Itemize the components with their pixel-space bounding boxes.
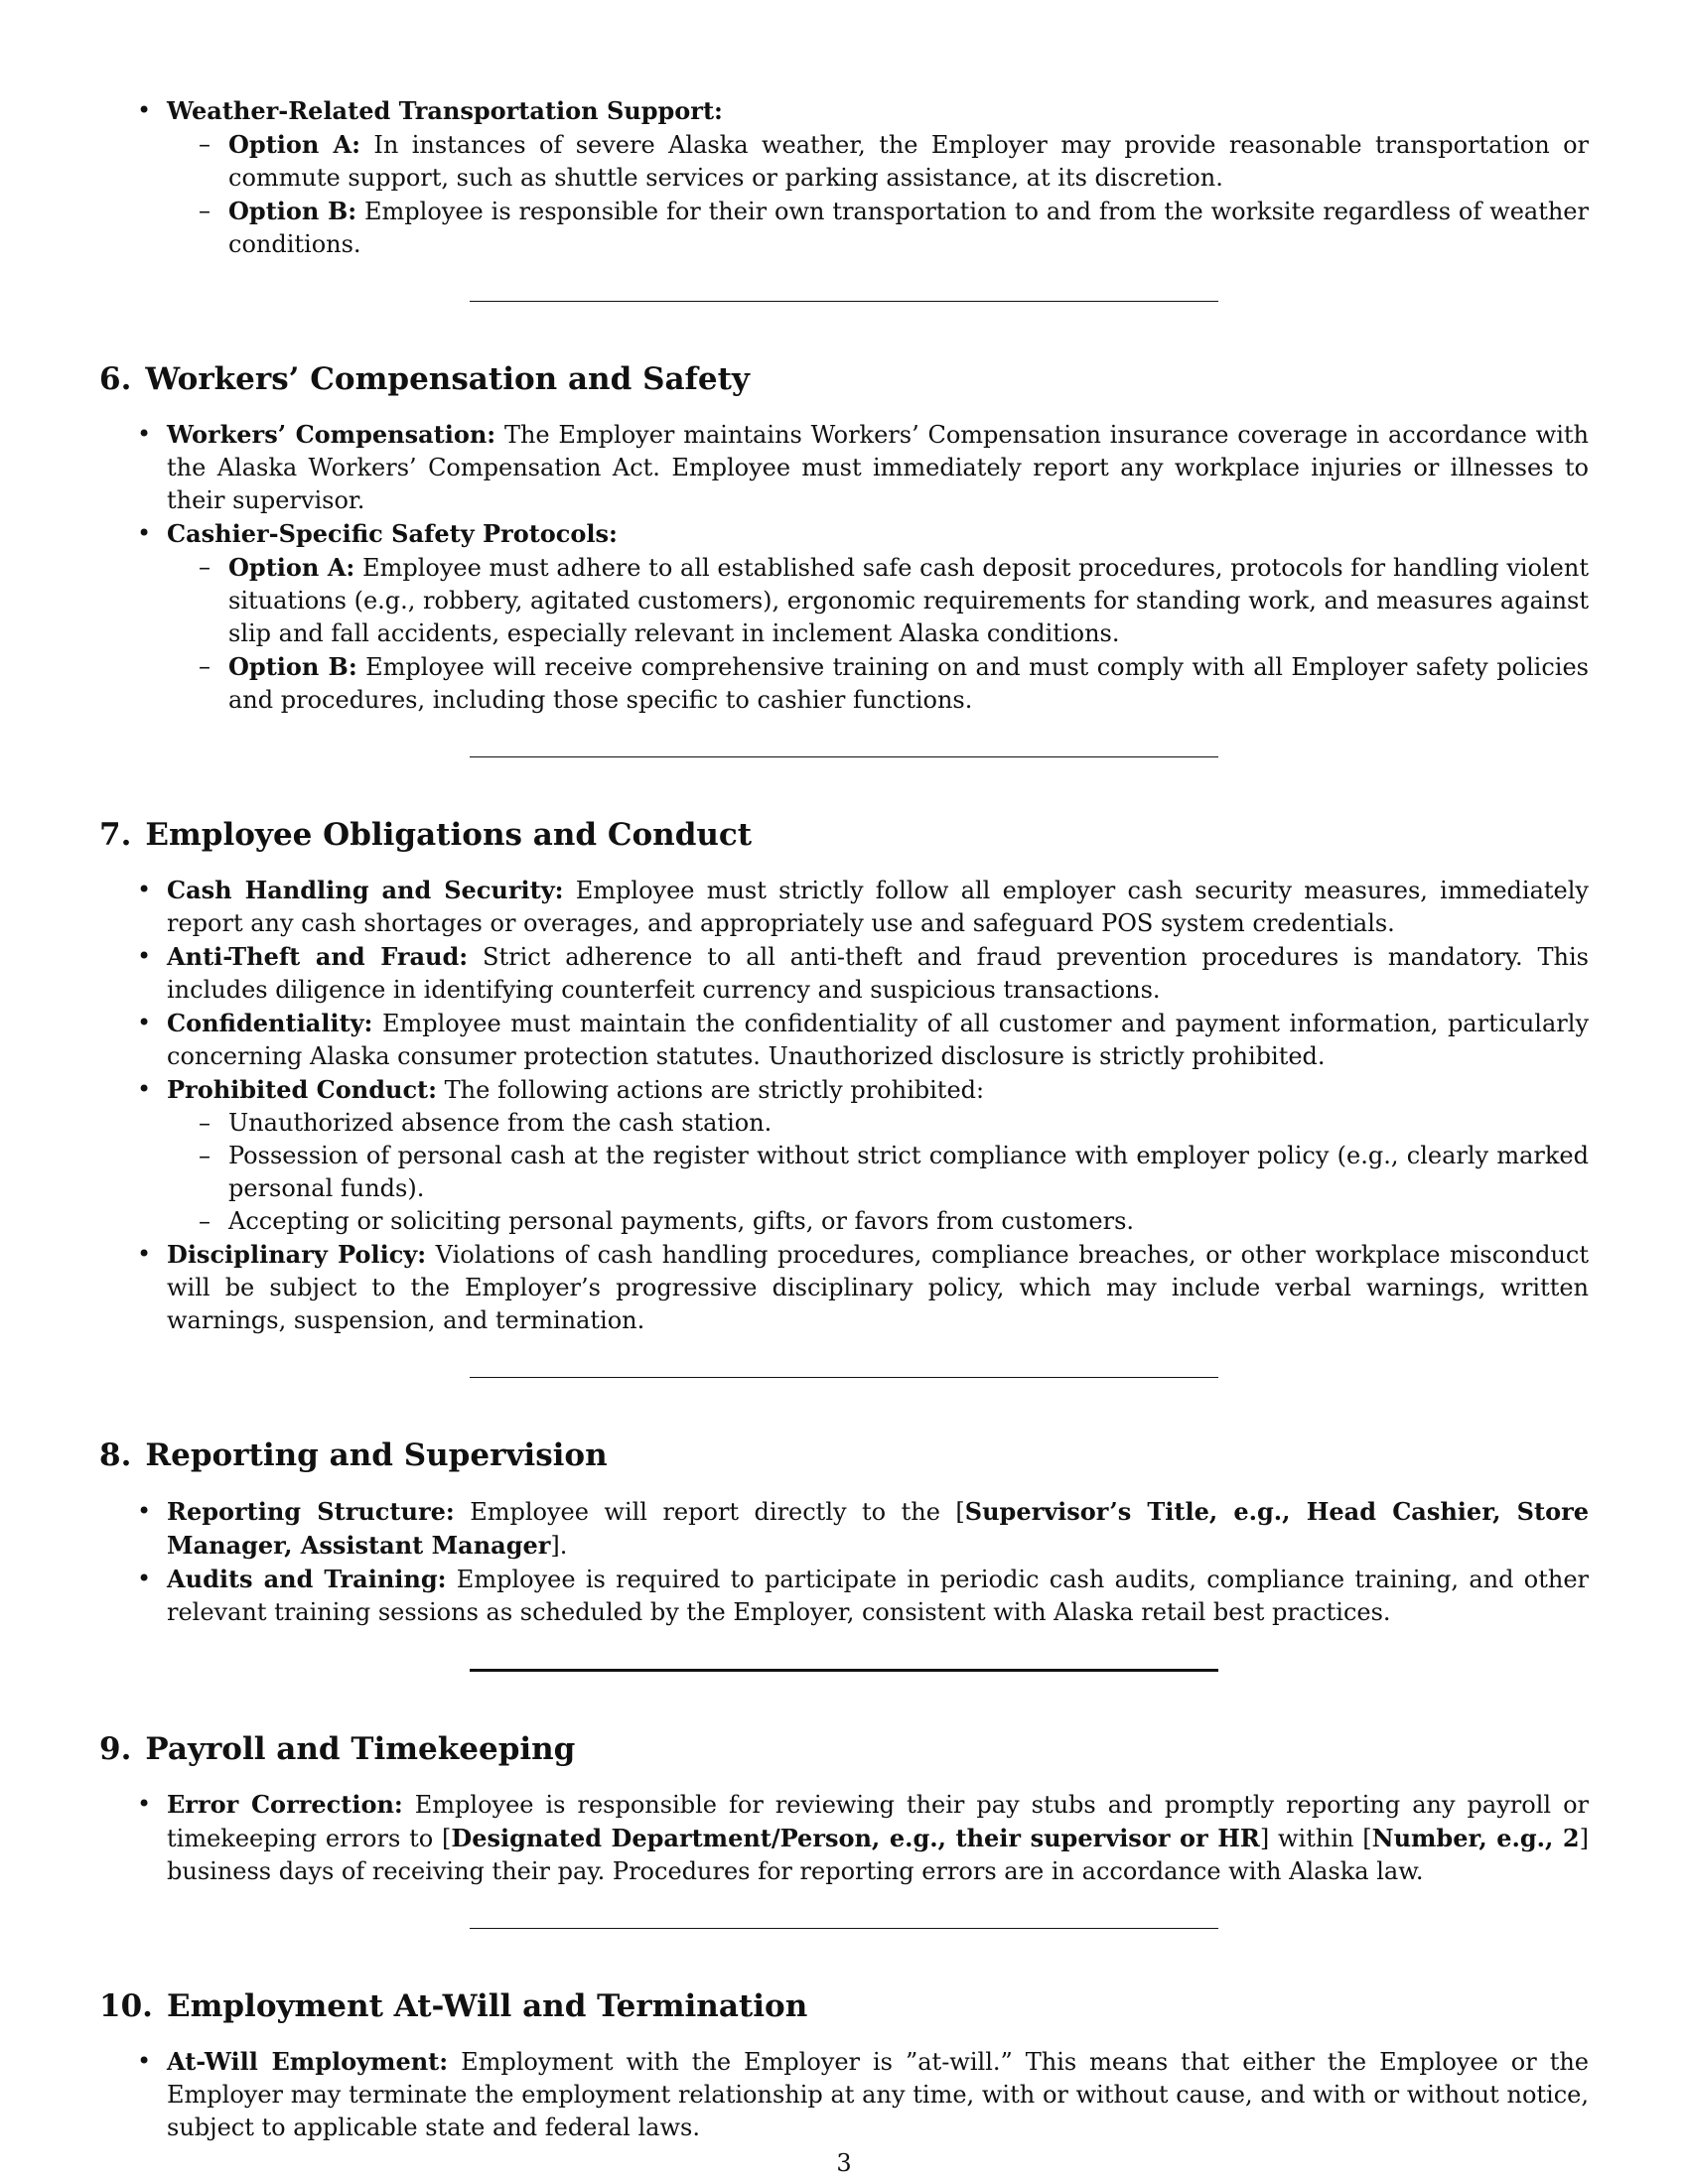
option-text: Employee must adhere to all established safe cash deposit procedures, protocols for handling violent situations (e.g., robbery, agitated customers), ergonomic requirements for standing work, and measures against slip and fall accidents, especially relevant in inclement Alaska conditions.: [228, 554, 1589, 648]
section-title: Payroll and Timekeeping: [145, 1730, 576, 1767]
item-text: Employment with the Employer is ”at-will.” This means that either the Employee or the Employer may terminate the employment relationship at any time, with or without cause, and with or without notice, subject to applicable state and federal laws.: [167, 2047, 1590, 2141]
item-text: ] business days of receiving their pay. Procedures for reporting errors are in accordance with Alaska law.: [167, 1824, 1589, 1885]
section-number: 9.: [99, 1730, 132, 1767]
section-title: Employee Obligations and Conduct: [145, 817, 753, 854]
list-item: [99, 418, 1589, 517]
item-text: The following actions are strictly prohibited:: [444, 1076, 985, 1105]
section-number: 6.: [99, 361, 132, 397]
section-number: 10.: [99, 1987, 153, 2024]
sub-item: – Accepting or soliciting personal payments, gifts, or favors from customers.: [167, 1205, 1589, 1238]
list-item: [99, 1563, 1589, 1629]
section-list: [99, 2045, 1589, 2144]
section-number: 8.: [99, 1437, 132, 1474]
sub-item: [167, 551, 1589, 650]
option-text: Employee will receive comprehensive training on and must comply with all Employer safety policies and procedures, including those specific to cashier functions.: [228, 653, 1589, 715]
sub-item: [167, 128, 1589, 195]
section-title: Employment At-Will and Termination: [166, 1987, 808, 2024]
placeholder-text: Number, e.g., 2: [1371, 1823, 1580, 1852]
section-heading: [99, 1731, 1589, 1768]
item-text: Employee is required to participate in periodic cash audits, compliance training, and other relevant training sessions as scheduled by the Employer, consistent with Alaska retail best practices.: [167, 1565, 1590, 1626]
item-label: Weather-Related Transportation Support:: [167, 96, 723, 125]
list-item: [99, 940, 1589, 1007]
item-label: Audits and Training:: [167, 1564, 447, 1593]
page-number: 3: [836, 2149, 852, 2177]
section-number: 7.: [99, 817, 132, 854]
section-heading: [99, 1437, 1589, 1474]
option-label: Option A:: [228, 130, 360, 159]
item-label: Prohibited Conduct:: [167, 1075, 438, 1105]
list-item: [99, 1238, 1589, 1337]
placeholder-text: Supervisor’s Title, e.g., Head Cashier, Store Manager, Assistant Manager: [167, 1496, 1589, 1560]
item-label: Cash Handling and Security:: [167, 876, 564, 905]
list-item: [99, 2045, 1589, 2144]
document-page: [99, 94, 1589, 2144]
item-label: At-Will Employment:: [167, 2046, 449, 2076]
section-list: [99, 1495, 1589, 1629]
section-list: [99, 1788, 1589, 1888]
option-label: Option A:: [228, 553, 355, 583]
sub-list: [167, 128, 1589, 261]
intro-list: [99, 94, 1589, 261]
item-label: Workers’ Compensation:: [167, 420, 496, 450]
option-text: In instances of severe Alaska weather, the Employer may provide reasonable transportation or commute support, such as shuttle services or parking assistance, at its discretion.: [228, 131, 1590, 192]
item-text: ] within [: [1259, 1824, 1372, 1852]
list-item: [99, 1788, 1589, 1888]
section-title: Workers’ Compensation and Safety: [145, 361, 750, 397]
sub-list: [167, 1107, 1589, 1238]
placeholder-text: Designated Department/Person, e.g., their supervisor or HR: [451, 1823, 1260, 1852]
sub-item: – Possession of personal cash at the register without strict compliance with employer policy (e.g., clearly marked personal funds).: [167, 1140, 1589, 1205]
option-label: Option B:: [228, 197, 357, 225]
list-item: [99, 1073, 1589, 1238]
item-label: Anti-Theft and Fraud:: [167, 942, 469, 972]
item-label: Error Correction:: [167, 1789, 403, 1819]
option-text: Employee is responsible for their own transportation to and from the worksite regardless of weather conditions.: [228, 198, 1589, 258]
sub-list: [167, 551, 1589, 717]
section-heading: [99, 361, 1589, 398]
item-label: Disciplinary Policy:: [167, 1240, 427, 1270]
item-text: The Employer maintains Workers’ Compensation insurance coverage in accordance with the Alaska Workers’ Compensation Act. Employee must immediately report any workplace injuries or illnesses to their supervisor.: [167, 421, 1589, 515]
list-item: [99, 94, 1589, 261]
section-title: Reporting and Supervision: [145, 1437, 608, 1474]
item-text: Employee must strictly follow all employer cash security measures, immediately report any cash shortages or overages, and appropriately use and safeguard POS system credentials.: [167, 877, 1589, 938]
list-item: [99, 1495, 1589, 1563]
item-label: Cashier-Specific Safety Protocols:: [167, 519, 618, 549]
section-heading: [99, 1988, 1589, 2025]
item-label: Reporting Structure:: [167, 1496, 455, 1526]
item-label: Confidentiality:: [167, 1009, 373, 1038]
item-text: Employee is responsible for reviewing their pay stubs and promptly reporting any payroll or timekeeping errors to [: [167, 1790, 1589, 1852]
item-text: Employee must maintain the confidentiality of all customer and payment information, particularly concerning Alaska consumer protection statutes. Unauthorized disclosure is strictly prohibited.: [167, 1010, 1589, 1071]
sub-item: [167, 195, 1589, 261]
section-list: [99, 874, 1589, 1337]
item-text: Strict adherence to all anti-theft and fraud prevention procedures is mandatory. This includes diligence in identifying counterfeit currency and suspicious transactions.: [167, 943, 1589, 1005]
option-label: Option B:: [228, 652, 357, 682]
list-item: [99, 517, 1589, 717]
item-text: Violations of cash handling procedures, compliance breaches, or other workplace misconduct will be subject to the Employer’s progressive disciplinary policy, which may include verbal warnings, written warnings, suspension, and termination.: [167, 1241, 1589, 1335]
list-item: [99, 1007, 1589, 1073]
sub-item: [167, 650, 1589, 717]
section-list: [99, 418, 1589, 717]
item-text: ].: [550, 1531, 568, 1560]
section-heading: [99, 817, 1589, 854]
list-item: [99, 874, 1589, 940]
sub-item: – Unauthorized absence from the cash station.: [167, 1107, 1589, 1140]
item-text: Employee will report directly to the [: [470, 1497, 965, 1526]
